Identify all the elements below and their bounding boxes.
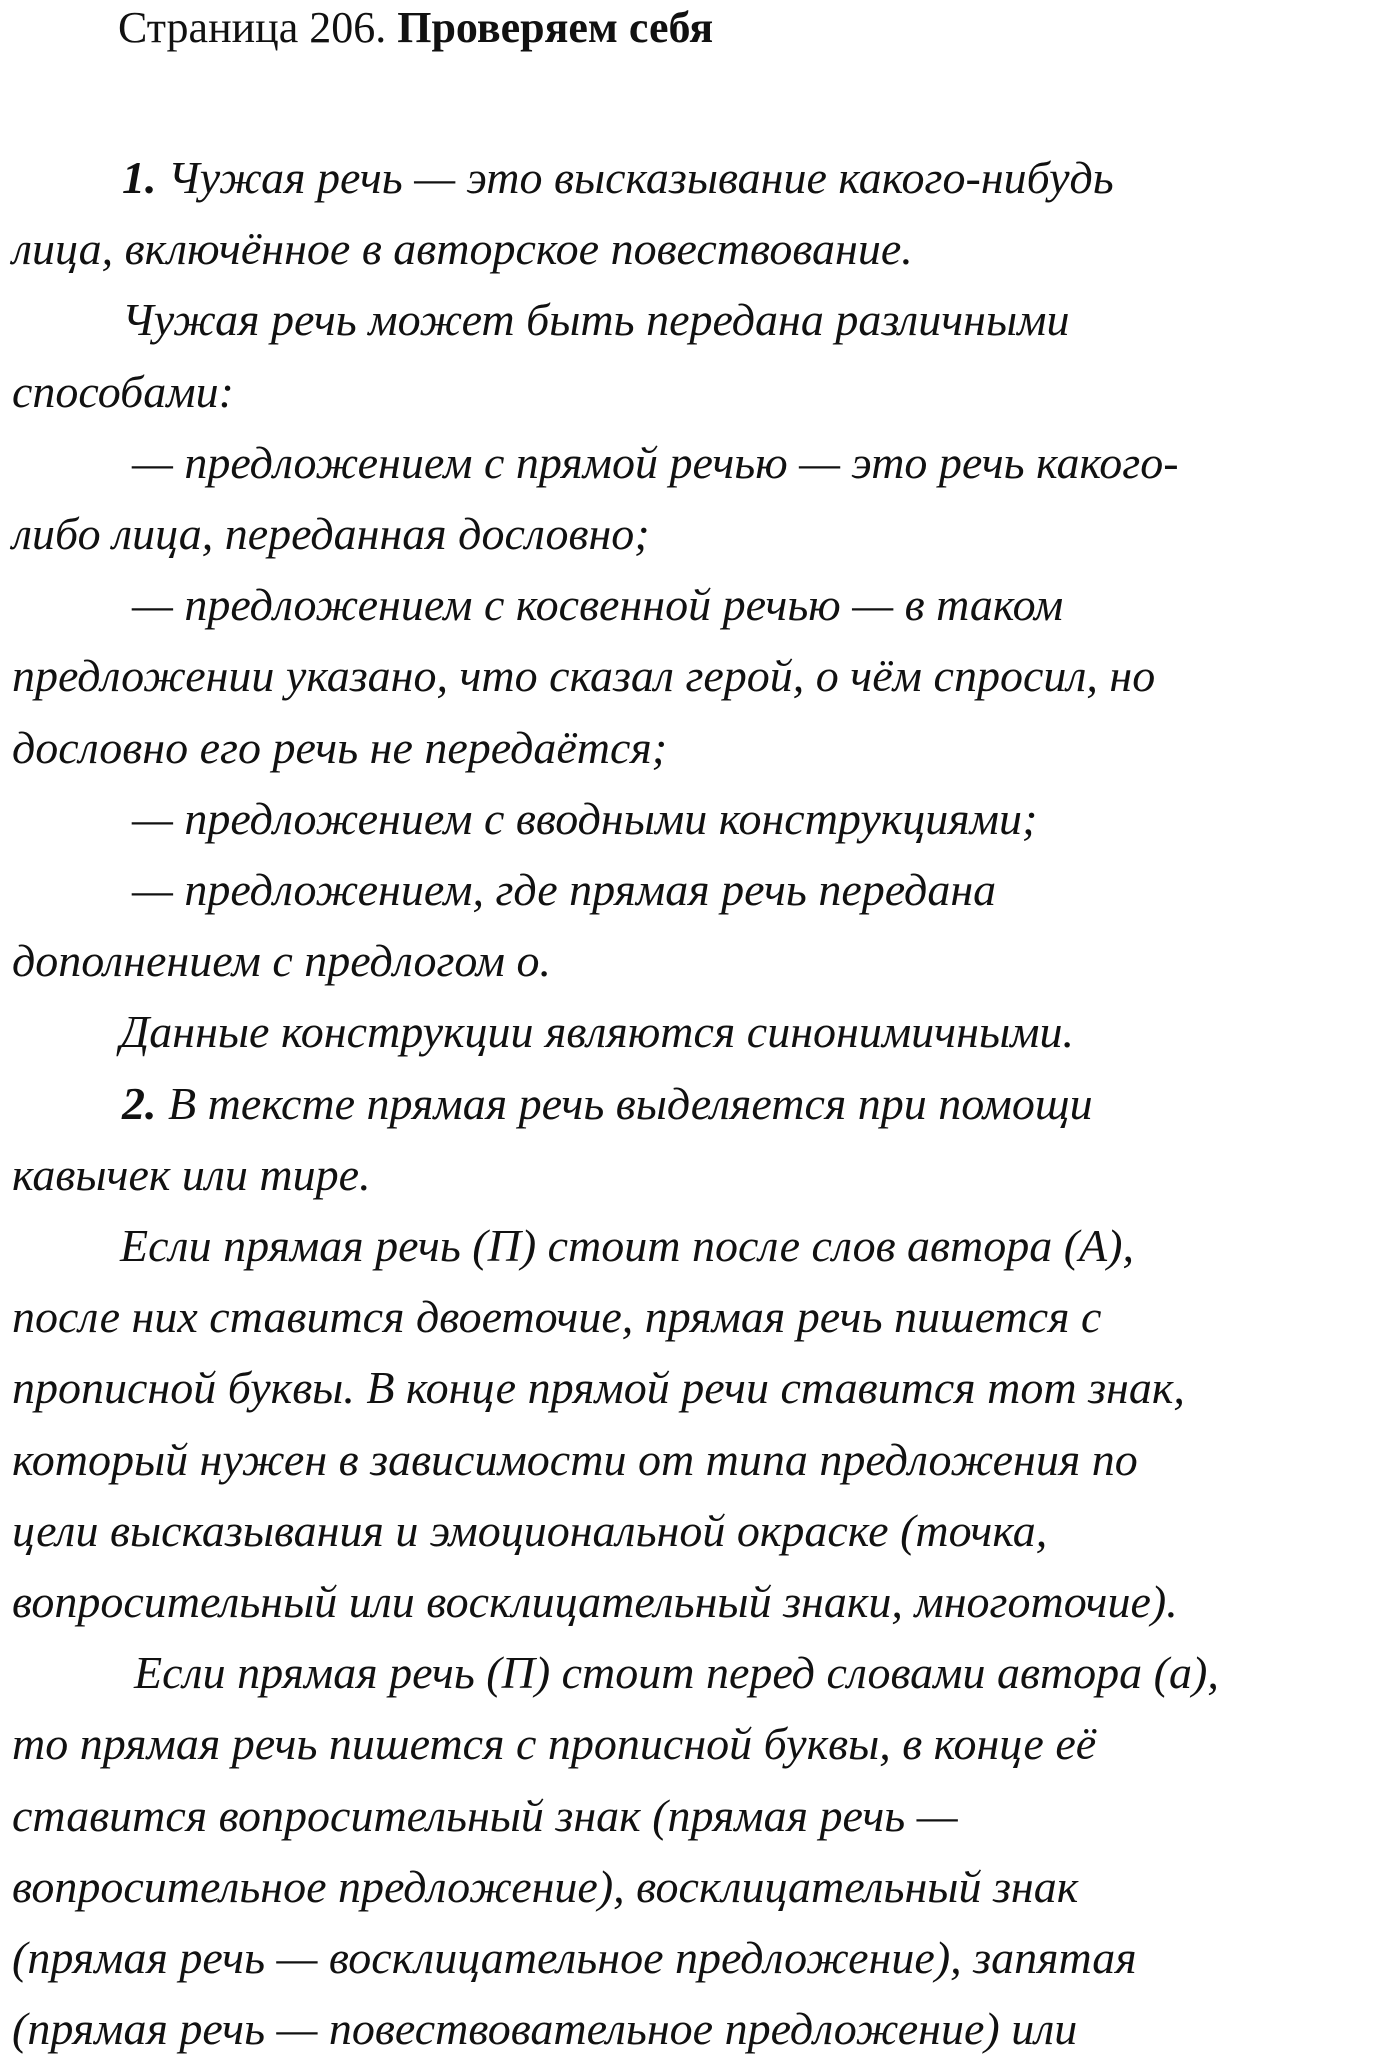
text-line	[12, 1780, 1396, 1851]
line-text: прописной буквы. В конце прямой речи ставится тот знак,	[12, 1362, 1185, 1414]
text-line	[12, 1352, 1396, 1423]
text-line	[12, 996, 1396, 1067]
line-text: кавычек или тире.	[12, 1148, 371, 1200]
text-line	[12, 569, 1396, 640]
line-text: (прямая речь — восклицательное предложение), запятая	[12, 1932, 1137, 1984]
line-text: Данные конструкции являются синонимичными.	[120, 1006, 1074, 1058]
line-text: вопросительный или восклицательный знаки, многоточие).	[12, 1576, 1178, 1628]
text-line	[12, 498, 1396, 569]
line-text: — предложением с прямой речью — это речь какого-	[132, 436, 1179, 488]
text-line	[12, 284, 1396, 355]
line-text: ставится вопросительный знак (прямая речь —	[12, 1789, 958, 1841]
line-text: — предложением, где прямая речь передана	[132, 864, 997, 916]
line-text: дословно его речь не передаётся;	[12, 721, 668, 773]
line-text: (прямая речь — повествовательное предложение) или	[12, 2003, 1078, 2055]
line-text: Чужая речь может быть передана различными	[122, 294, 1070, 346]
line-text: — предложением с косвенной речью — в таком	[132, 579, 1064, 631]
line-text: после них ставится двоеточие, прямая речь пишется с	[12, 1291, 1102, 1343]
text-line	[12, 142, 1396, 213]
item-number: 2.	[122, 1077, 157, 1129]
text-line	[12, 1281, 1396, 1352]
section-title: Проверяем себя	[397, 3, 714, 52]
text-line	[12, 427, 1396, 498]
text-line	[12, 640, 1396, 711]
text-line	[12, 1566, 1396, 1637]
text-line	[12, 854, 1396, 925]
line-text: — предложением с вводными конструкциями;	[132, 792, 1038, 844]
line-text: Если прямая речь (П) стоит после слов автора (А),	[120, 1220, 1134, 1272]
line-text: то прямая речь пишется с прописной буквы, в конце её	[12, 1718, 1097, 1770]
text-line	[12, 1210, 1396, 1281]
line-text: либо лица, переданная дословно;	[12, 508, 650, 560]
text-line	[12, 1922, 1396, 1993]
line-text: дополнением с предлогом о.	[12, 935, 551, 987]
text-line	[12, 1424, 1396, 1495]
line-text: Если прямая речь (П) стоит перед словами автора (а),	[134, 1647, 1219, 1699]
text-line	[12, 356, 1396, 427]
line-text: цели высказывания и эмоциональной окраске (точка,	[12, 1504, 1048, 1556]
text-line	[12, 1637, 1396, 1708]
item-number: 1.	[122, 152, 157, 203]
line-text: который нужен в зависимости от типа предложения по	[12, 1433, 1138, 1485]
text-line	[12, 1139, 1396, 1210]
page-number-label: Страница 206.	[118, 3, 387, 52]
text-line	[12, 1851, 1396, 1922]
line-text: Чужая речь — это высказывание какого-нибудь	[156, 152, 1114, 203]
text-line	[12, 783, 1396, 854]
text-line	[12, 1495, 1396, 1566]
text-line	[12, 1068, 1396, 1139]
page-header	[118, 4, 713, 52]
line-text: лица, включённое в авторское повествование.	[12, 223, 913, 275]
line-text: предложении указано, что сказал герой, о чём спросил, но	[12, 650, 1156, 702]
document-body	[12, 142, 1396, 2064]
text-line	[12, 1708, 1396, 1779]
text-line	[12, 213, 1396, 284]
line-text: В тексте прямая речь выделяется при помощи	[156, 1077, 1093, 1129]
text-line	[12, 1993, 1396, 2064]
line-text: вопросительное предложение), восклицательный знак	[12, 1860, 1079, 1912]
text-line	[12, 712, 1396, 783]
text-line	[12, 925, 1396, 996]
line-text: способами:	[12, 365, 234, 417]
